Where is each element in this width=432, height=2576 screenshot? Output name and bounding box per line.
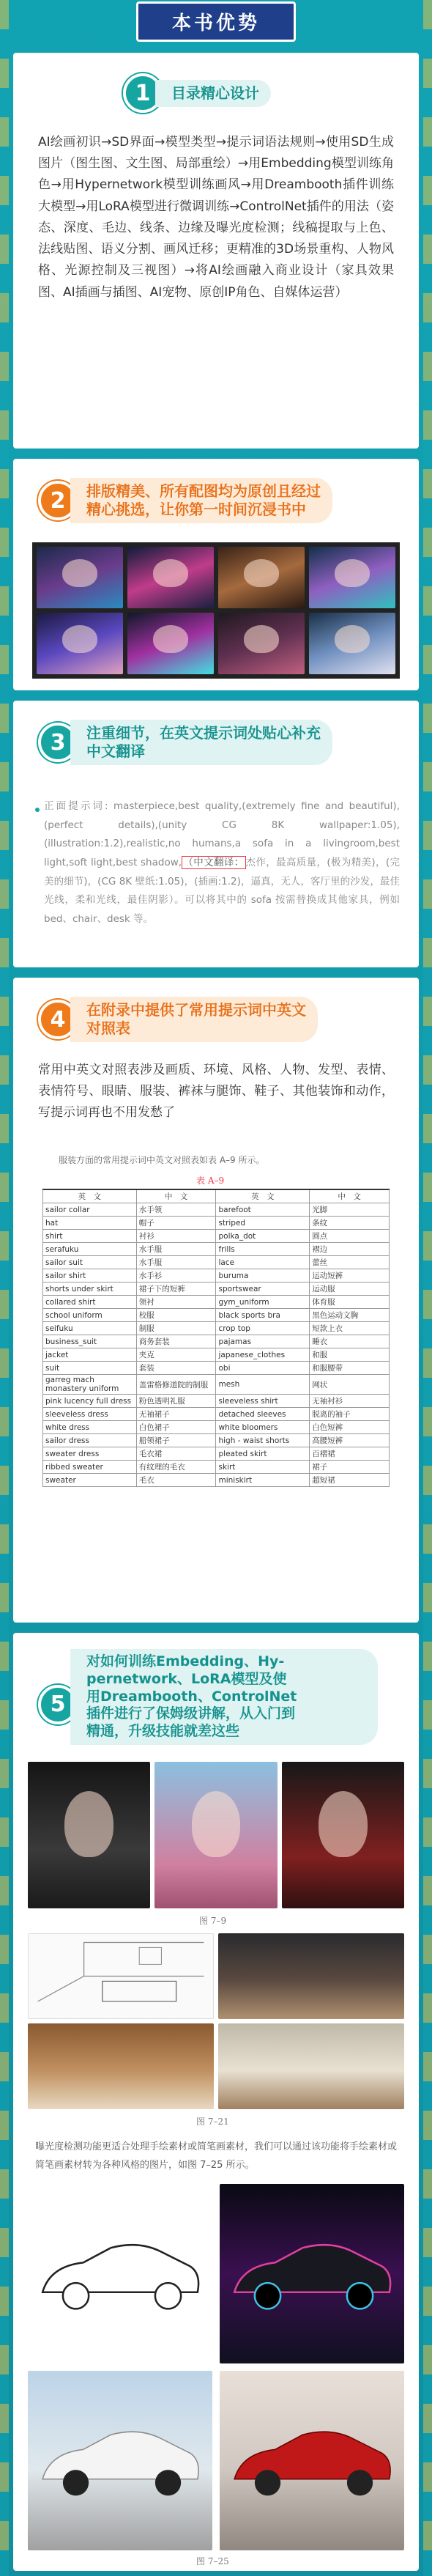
figure-7-25 [28,2184,404,2550]
table-cell: school uniform [43,1309,137,1322]
car-sketch-image [28,2184,212,2363]
table-cell: 水手领 [136,1203,216,1217]
table-cell: skirt [216,1461,310,1474]
car-render-red-image [220,2371,404,2550]
card-section-1 [13,53,419,449]
table-cell: pink lucency full dress [43,1395,137,1408]
table-cell: ribbed sweater [43,1461,137,1474]
keyword-table [42,1189,390,1487]
table-row [43,1362,390,1375]
table-cell: pajamas [216,1335,310,1348]
gallery-image [37,547,123,608]
figure-caption: 图 7–25 [196,2556,229,2566]
table-header: 中 文 [310,1189,390,1203]
table-row [43,1283,390,1296]
table-cell: mesh [216,1375,310,1395]
car-render-neon-image [220,2184,404,2363]
section-number-badge: 3 [38,723,78,762]
table-cell: sweater dress [43,1447,137,1461]
figure-7-21 [28,1933,404,2109]
chibi-white-fox-image [28,1762,150,1908]
table-cell: buruma [216,1269,310,1283]
table-cell: sailor dress [43,1434,137,1447]
table-row [43,1408,390,1421]
table-cell: shorts under skirt [43,1283,137,1296]
table-cell: high - waist shorts [216,1434,310,1447]
table-row [43,1447,390,1461]
table-cell: 白色短裤 [310,1421,390,1434]
table-row [43,1348,390,1362]
table-cell: sailor suit [43,1256,137,1269]
table-cell: 无袖衬衫 [310,1395,390,1408]
bedroom-render-dark-image [218,1933,404,2019]
section-title: 注重细节，在英文提示词处贴心补充 中文翻译 [70,720,332,765]
table-cell: 领衬 [136,1296,216,1309]
gallery-image [127,613,214,674]
table-cell: 高腰短裤 [310,1434,390,1447]
anime-gallery [32,542,400,679]
table-cell: 超短裙 [310,1474,390,1487]
top-banner [0,0,432,43]
table-row [43,1434,390,1447]
table-cell: shirt [43,1230,137,1243]
table-header: 英 文 [43,1189,137,1203]
table-cell: white bloomers [216,1421,310,1434]
table-row [43,1395,390,1408]
section-3-header [38,720,332,765]
table-cell: 百褶裙 [310,1447,390,1461]
table-cell: 夹克 [136,1348,216,1362]
table-cell: 商务套装 [136,1335,216,1348]
table-row [43,1474,390,1487]
table-row [43,1322,390,1335]
table-cell: sailor shirt [43,1269,137,1283]
table-cell: suit [43,1362,137,1375]
table-cell: 衬衫 [136,1230,216,1243]
section-2-header [38,478,332,523]
section-5-paragraph: 曝光度检测功能更适合处理手绘素材或简笔画素材，我们可以通过该功能将手绘素材或简笔画素材转为各种风格的图片，如图 7–25 所示。 [35,2141,398,2171]
table-cell: black sports bra [216,1309,310,1322]
table-cell: 水手服 [136,1243,216,1256]
table-cell: 裙子 [310,1461,390,1474]
table-cell: 船领裙子 [136,1434,216,1447]
table-cell: obi [216,1362,310,1375]
section-5-header [38,1649,378,1745]
section-number-badge: 5 [38,1685,78,1724]
section-4-body: 常用中英文对照表涉及画质、环境、风格、人物、发型、表情、表情符号、眼睛、服装、裤袜与腿饰、鞋子、其他装饰和动作，写提示词再也不用发愁了 [38,1063,394,1121]
table-cell: 粉色透明礼服 [136,1395,216,1408]
table-row [43,1243,390,1256]
table-cell: 运动服 [310,1283,390,1296]
table-cell: 制服 [136,1322,216,1335]
gallery-image [218,547,305,608]
table-cell: 和服 [310,1348,390,1362]
bedroom-render-light-image [218,2023,404,2109]
table-cell: 水手衫 [136,1269,216,1283]
bedroom-render-wood-image [28,2023,214,2109]
card-section-5 [13,1633,419,2571]
table-cell: frills [216,1243,310,1256]
table-cell: sweater [43,1474,137,1487]
table-row [43,1256,390,1269]
gallery-image [309,547,395,608]
table-row [43,1269,390,1283]
table-row [43,1421,390,1434]
table-cell: striped [216,1217,310,1230]
table-cell: 光脚 [310,1203,390,1217]
table-cell: 毛衣 [136,1474,216,1487]
bedroom-sketch-image [28,1933,214,2019]
table-cell: seifuku [43,1322,137,1335]
table-cell: business_suit [43,1335,137,1348]
section-1-header [123,73,271,113]
section-number-badge: 1 [123,73,163,113]
table-cell: 有纹理的毛衣 [136,1461,216,1474]
table-cell: 和服腰带 [310,1362,390,1375]
car-render-white-image [28,2371,212,2550]
table-cell: 脱离的袖子 [310,1408,390,1421]
table-cell: 校服 [136,1309,216,1322]
table-header: 中 文 [136,1189,216,1203]
table-cell: 运动短裤 [310,1269,390,1283]
bullet-dot [35,808,40,812]
table-cell: garreg mach monastery uniform [43,1375,137,1395]
table-header-row [43,1189,390,1203]
table-cell: sportswear [216,1283,310,1296]
table-row [43,1230,390,1243]
table-cell: 水手服 [136,1256,216,1269]
card-section-3 [13,701,419,967]
table-cell: 短款上衣 [310,1322,390,1335]
gallery-image [37,613,123,674]
section-number-badge: 4 [38,1000,78,1039]
table-cell: 褶边 [310,1243,390,1256]
table-header: 英 文 [216,1189,310,1203]
table-cell: 条纹 [310,1217,390,1230]
banner-title: 本书优势 [136,1,296,42]
table-cell: 套装 [136,1362,216,1375]
table-cell: 白色裙子 [136,1421,216,1434]
card-section-2 [13,459,419,690]
table-row [43,1203,390,1217]
gallery-image [218,613,305,674]
gallery-image [309,613,395,674]
section-title: 目录精心设计 [155,80,271,107]
table-cell: polka_dot [216,1230,310,1243]
table-row [43,1296,390,1309]
table-cell: 体育服 [310,1296,390,1309]
table-cell: serafuku [43,1243,137,1256]
table-cell: 圆点 [310,1230,390,1243]
table-cell: 无袖裙子 [136,1408,216,1421]
translation-highlight: （中文翻译： [183,856,245,868]
table-cell: gym_uniform [216,1296,310,1309]
table-cell: 蕾丝 [310,1256,390,1269]
figure-7-9 [28,1762,404,1908]
table-cell: detached sleeves [216,1408,310,1421]
table-cell: 睡衣 [310,1335,390,1348]
table-cell: 裙子下的短裤 [136,1283,216,1296]
card-section-4 [13,978,419,1623]
section-title: 对如何训练Embedding、Hy- pernetwork、LoRA模型及使 用Dreambooth、ControlNet 插件进行了保姆级讲解，从入门到 精通，升级技能就差这些 [70,1649,378,1745]
table-cell: pleated skirt [216,1447,310,1461]
table-row [43,1309,390,1322]
figure-caption: 图 7–21 [196,2116,229,2127]
section-number-badge: 2 [38,481,78,520]
gallery-image [127,547,214,608]
section-title: 在附录中提供了常用提示词中英文 对照表 [70,997,318,1042]
table-intro: 服装方面的常用提示词中英文对照表如表 A–9 所示。 [59,1155,265,1165]
table-cell: 网状 [310,1375,390,1395]
figure-caption: 图 7–9 [199,1916,227,1926]
table-row [43,1375,390,1395]
table-cell: jacket [43,1348,137,1362]
section-1-body: AI绘画初识→SD界面→模型类型→提示词语法规则→使用SD生成图片（图生图、文生图、局部重绘）→用Embedding模型训练角色→用Hypernetwork模型训练画风→用Dreambooth插件训练大模型→用LoRA模型进行微调训练→ControlNet插件的用法（姿态、深度、毛边、线条、边缘及曝光度检测；线稿提取与上色、法线贴图、语义分割、画风迁移；更精准的3D场景重构、人物风格、光源控制及三视图）→将AI绘画融入商业设计（家具效果图、AI插画与插图、AI宠物、原创IP角色、自媒体运营） [38,135,394,300]
table-cell: miniskirt [216,1474,310,1487]
prompt-example: 正面提示词: masterpiece,best quality,(extremely fine and beautiful),(perfect details),(unity CG 8K wallpaper:1.05),(illustration:1.2),realistic,no humans,a sofa in a livingroom,best light,soft light,best shadow, （中文翻译： 杰作，最高质量，(极为精美)，(完美的细节)，(CG 8K 壁纸:1.05)，(插画:1.2)，逼真，无人，客厅里的沙发，最佳光线，柔和光线，最佳阴影）。可以将其中的 sofa 按需替换成其他家具，例如 bed、chair、desk 等。 [44,800,400,925]
table-cell: 黑色运动文胸 [310,1309,390,1322]
table-cell: sleeveless shirt [216,1395,310,1408]
chibi-red-cat-image [282,1762,404,1908]
table-cell: sailor collar [43,1203,137,1217]
table-cell: hat [43,1217,137,1230]
table-row [43,1217,390,1230]
table-cell: crop top [216,1322,310,1335]
table-cell: barefoot [216,1203,310,1217]
table-caption: 表 A–9 [196,1176,225,1186]
chibi-blue-cat-image [154,1762,277,1908]
table-cell: japanese_clothes [216,1348,310,1362]
table-row [43,1335,390,1348]
table-cell: lace [216,1256,310,1269]
table-row [43,1461,390,1474]
table-cell: collared shirt [43,1296,137,1309]
table-cell: 盖雷格修道院的制服 [136,1375,216,1395]
table-cell: white dress [43,1421,137,1434]
section-title: 排版精美、所有配图均为原创且经过 精心挑选，让你第一时间沉浸书中 [70,478,332,523]
table-cell: sleeveless dress [43,1408,137,1421]
table-cell: 帽子 [136,1217,216,1230]
section-4-header [38,997,318,1042]
table-cell: 毛衣裙 [136,1447,216,1461]
